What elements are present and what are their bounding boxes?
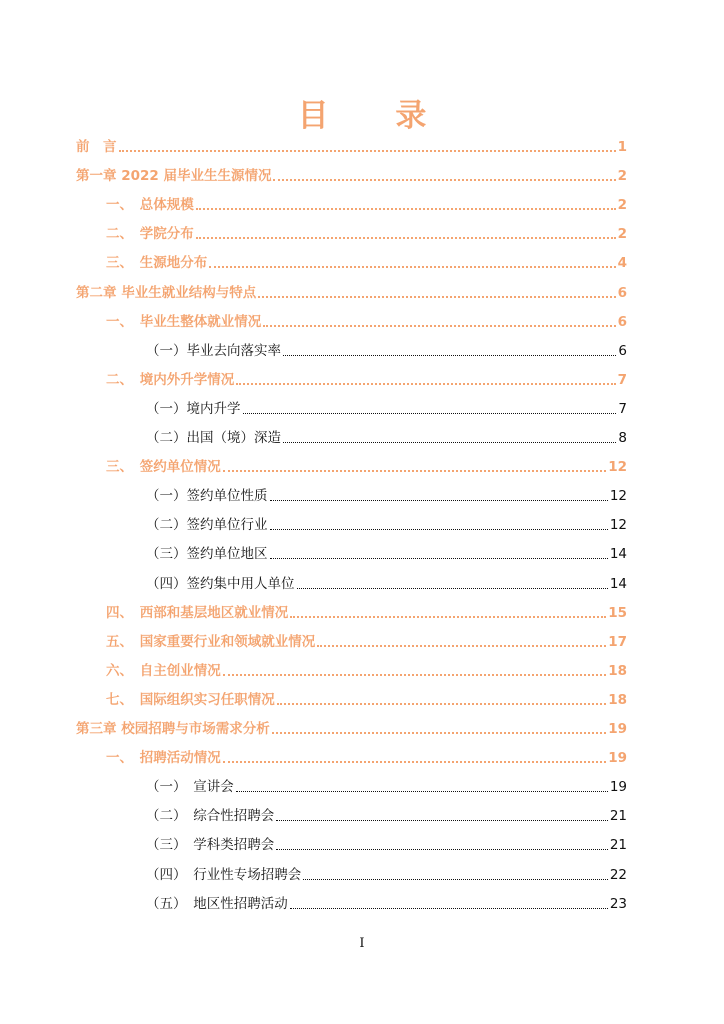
toc-dot-leader	[283, 355, 616, 356]
toc-entry-label: 前 言	[76, 139, 117, 155]
toc-entry[interactable]	[146, 889, 627, 913]
toc-entry-page-number: 21	[609, 837, 627, 854]
toc-entry[interactable]	[106, 365, 627, 389]
toc-entry-page-number: 7	[618, 400, 627, 417]
toc-entry[interactable]	[106, 248, 627, 272]
toc-dot-leader	[276, 849, 608, 850]
toc-entry-label: （三） 学科类招聘会	[146, 837, 275, 854]
toc-entry-page-number: 6	[617, 284, 627, 301]
toc-entry[interactable]	[76, 278, 627, 302]
toc-dot-leader	[303, 879, 608, 880]
toc-entry-page-number: 8	[618, 430, 627, 446]
toc-entry-label: （二）签约单位行业	[146, 517, 268, 534]
toc-entry-label: （二）出国（境）深造	[146, 430, 281, 446]
toc-dot-leader	[236, 383, 615, 385]
toc-entry[interactable]	[146, 481, 627, 505]
toc-entry[interactable]	[146, 510, 627, 534]
toc-entry-page-number: 23	[609, 895, 627, 912]
toc-dot-leader	[270, 529, 608, 530]
toc-entry-page-number: 6	[618, 342, 627, 359]
toc-entry[interactable]	[146, 801, 627, 825]
toc-entry-page-number: 19	[608, 721, 627, 737]
toc-dot-leader	[270, 500, 608, 501]
toc-dot-leader	[283, 442, 616, 443]
toc-entry[interactable]	[106, 598, 627, 622]
toc-entry[interactable]	[146, 539, 627, 563]
toc-entry-page-number: 2	[617, 197, 627, 214]
toc-dot-leader	[223, 761, 606, 763]
toc-entry-label: 三、 生源地分布	[106, 255, 208, 272]
toc-dot-leader	[119, 150, 616, 152]
toc-entry-label: （一）毕业去向落实率	[146, 342, 281, 359]
toc-entry-page-number: 21	[609, 808, 627, 825]
toc-entry-page-number: 2	[617, 168, 627, 185]
toc-dot-leader	[273, 179, 615, 181]
toc-entry-label: 三、 签约单位情况	[106, 459, 221, 476]
toc-entry[interactable]	[106, 627, 627, 651]
toc-entry-label: （一） 宣讲会	[146, 779, 234, 796]
toc-dot-leader	[243, 413, 617, 414]
toc-entry-page-number: 19	[609, 779, 627, 796]
toc-dot-leader	[223, 674, 606, 676]
toc-dot-leader	[263, 325, 615, 327]
toc-dot-leader	[317, 645, 606, 647]
toc-entry-label: 六、 自主创业情况	[106, 662, 221, 679]
toc-dot-leader	[297, 588, 608, 589]
toc-entry[interactable]	[146, 860, 627, 884]
toc-entry[interactable]	[146, 423, 627, 447]
toc-entry[interactable]	[146, 772, 627, 796]
toc-dot-leader	[276, 820, 608, 821]
toc-entry-page-number: 15	[608, 604, 627, 621]
toc-entry[interactable]	[76, 132, 627, 156]
toc-entry-label: （五） 地区性招聘活动	[146, 895, 288, 912]
toc-entry-label: 一、 总体规模	[106, 197, 194, 214]
toc-entry-page-number: 18	[608, 662, 627, 679]
toc-entry-label: （四）签约集中用人单位	[146, 575, 295, 592]
toc-entry-page-number: 6	[617, 313, 627, 330]
toc-entry-label: （四） 行业性专场招聘会	[146, 866, 302, 883]
toc-entry[interactable]	[106, 656, 627, 680]
toc-entry-label: 第三章 校园招聘与市场需求分析	[76, 721, 270, 737]
toc-entry[interactable]	[106, 219, 627, 243]
toc-entry-page-number: 12	[609, 517, 627, 534]
toc-entry-label: （一）签约单位性质	[146, 488, 268, 505]
toc-entry-label: 五、 国家重要行业和领域就业情况	[106, 633, 316, 650]
toc-entry[interactable]	[146, 830, 627, 854]
toc-dot-leader	[272, 732, 607, 734]
toc-entry[interactable]	[146, 336, 627, 360]
toc-dot-leader	[258, 296, 615, 298]
toc-dot-leader	[196, 208, 616, 210]
toc-dot-leader	[290, 616, 606, 618]
toc-entry-page-number: 1	[617, 139, 627, 155]
toc-entry-label: 一、 招聘活动情况	[106, 750, 221, 767]
toc-entry[interactable]	[146, 394, 627, 418]
toc-entry-label: 一、 毕业生整体就业情况	[106, 313, 262, 330]
toc-entry-label: 二、 境内外升学情况	[106, 371, 235, 388]
toc-title: 目 录	[297, 98, 455, 134]
toc-entry-label: 第二章 毕业生就业结构与特点	[76, 284, 257, 301]
toc-dot-leader	[277, 703, 606, 705]
toc-entry-page-number: 22	[609, 866, 627, 883]
toc-entry-label: 七、 国际组织实习任职情况	[106, 691, 275, 708]
toc-entry-label: 第一章 2022 届毕业生生源情况	[76, 168, 272, 185]
toc-entry-page-number: 17	[608, 633, 627, 650]
toc-entry[interactable]	[106, 452, 627, 476]
toc-entry[interactable]	[76, 161, 627, 185]
toc-entry-page-number: 4	[617, 255, 627, 272]
toc-entry-page-number: 14	[609, 546, 627, 563]
toc-dot-leader	[196, 237, 616, 239]
toc-dot-leader	[236, 791, 608, 792]
toc-entry-page-number: 14	[609, 575, 627, 592]
toc-entry-label: （三）签约单位地区	[146, 546, 268, 563]
toc-entry-page-number: 12	[609, 488, 627, 505]
toc-entry[interactable]	[146, 569, 627, 593]
toc-dot-leader	[290, 908, 608, 909]
toc-entry[interactable]	[106, 685, 627, 709]
toc-entry-page-number: 19	[608, 750, 627, 767]
toc-entry[interactable]	[76, 714, 627, 738]
toc-entry-page-number: 2	[617, 226, 627, 243]
toc-entry[interactable]	[106, 743, 627, 767]
toc-entry-label: 四、 西部和基层地区就业情况	[106, 604, 289, 621]
toc-entry-page-number: 12	[608, 459, 627, 476]
toc-entry[interactable]	[106, 190, 627, 214]
toc-entry-page-number: 18	[608, 691, 627, 708]
toc-dot-leader	[223, 470, 606, 472]
toc-entry-label: （一）境内升学	[146, 400, 241, 417]
toc-entry-label: （二） 综合性招聘会	[146, 808, 275, 825]
page-number: I	[359, 936, 365, 951]
toc-dot-leader	[209, 266, 615, 268]
toc-entry-label: 二、 学院分布	[106, 226, 194, 243]
toc-dot-leader	[270, 558, 608, 559]
toc-entry[interactable]	[106, 307, 627, 331]
toc-entry-page-number: 7	[617, 371, 627, 388]
